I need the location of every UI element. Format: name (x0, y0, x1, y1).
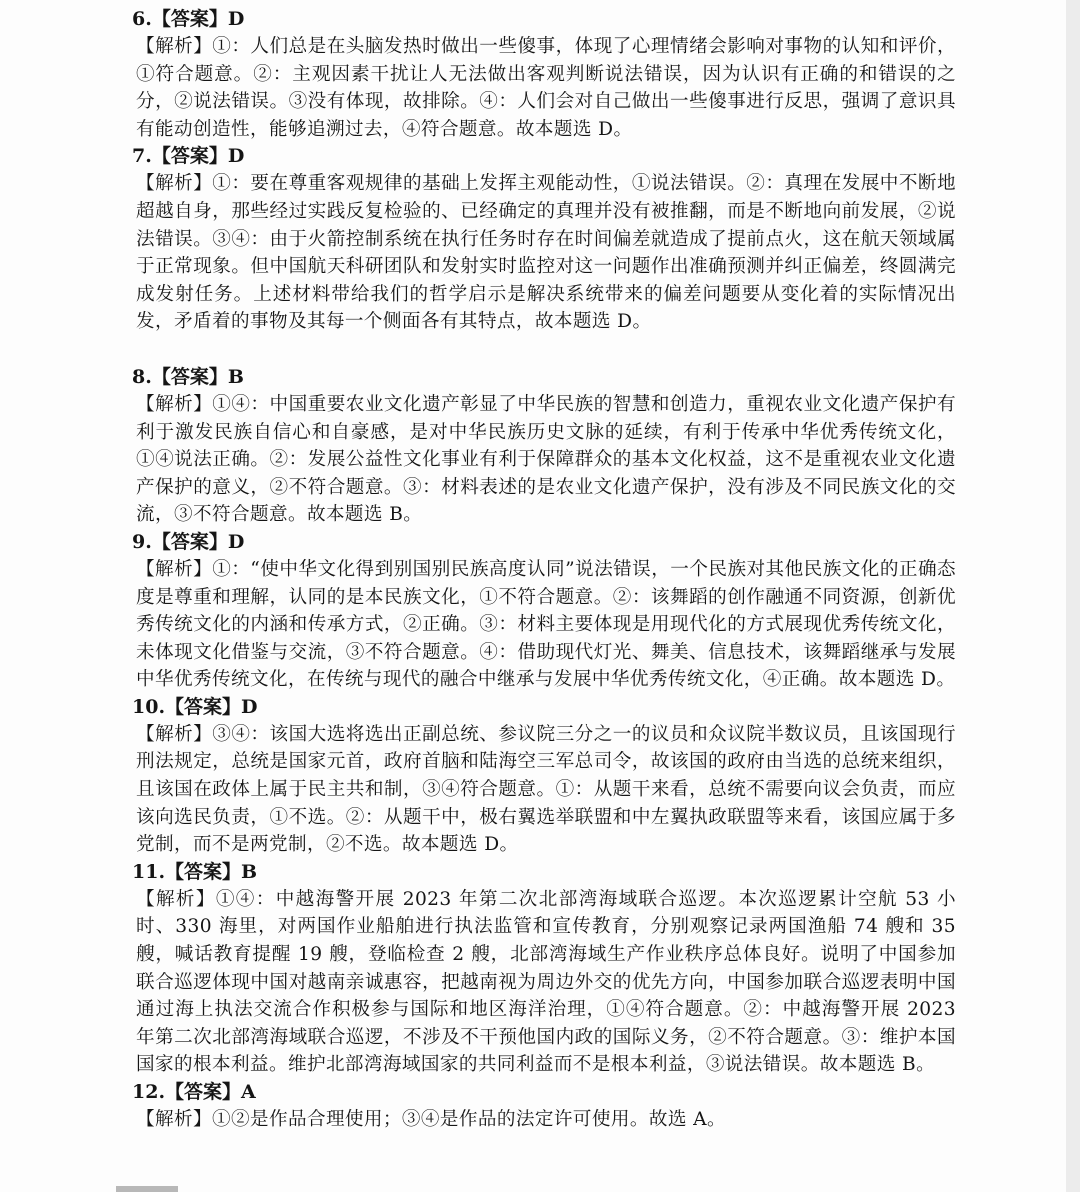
question-7 (116, 143, 956, 336)
section-gap (116, 336, 956, 364)
analysis-text: 【解析】③④：该国大选将选出正副总统、参议院三分之一的议员和众议院半数议员，且该国现行刑法规定，总统是国家元首，政府首脑和陆海空三军总司令，故该国的政府由当选的总统来组织，且该国在政体上属于民主共和制，③④符合题意。①：从题干来看，总统不需要向议会负责，而应该向选民负责，①不选。②：从题干中，极右翼选举联盟和中左翼执政联盟等来看，该国应属于多党制，而不是两党制，②不选。故本题选 D。 (136, 723, 956, 856)
answer-key-content (116, 6, 956, 1134)
answer-label: 9.【答案】D (132, 530, 245, 553)
answer-label: 11.【答案】B (132, 860, 258, 883)
answer-label: 6.【答案】D (132, 8, 245, 30)
answer-label: 10.【答案】D (132, 695, 258, 718)
analysis-text: 【解析】①④：中越海警开展 2023 年第二次北部湾海域联合巡逻。本次巡逻累计空航 53 小时、330 海里，对两国作业船舶进行执法监管和宣传教育，分别观察记录两国渔船 74 艘和 35 艘，喊话教育提醒 19 艘，登临检查 2 艘，北部湾海域生产作业秩序总体良好。说明了中国参加联合巡逻体现中国对越南亲诚惠容，把越南视为周边外交的优先方向，中国参加联合巡逻表明中国通过海上执法交流合作积极参与国际和地区海洋治理，①④符合题意。②：中越海警开展 2023 年第二次北部湾海域联合巡逻，不涉及不干预他国内政的国际义务，②不符合题意。③：维护本国国家的根本利益。维护北部湾海域国家的共同利益而不是根本利益，③说法错误。故本题选 B。 (136, 888, 956, 1076)
question-9 (116, 529, 956, 694)
question-6 (116, 6, 956, 143)
question-12 (116, 1079, 956, 1134)
analysis-text: 【解析】①：要在尊重客观规律的基础上发挥主观能动性，①说法错误。②：真理在发展中不断地超越自身，那些经过实践反复检验的、已经确定的真理并没有被推翻，而是不断地向前发展，②说法错误。③④：由于火箭控制系统在执行任务时存在时间偏差就造成了提前点火，这在航天领域属于正常现象。但中国航天科研团队和发射实时监控对这一问题作出准确预测并纠正偏差，终圆满完成发射任务。上述材料带给我们的哲学启示是解决系统带来的偏差问题要从变化着的实际情况出发，矛盾着的事物及其每一个侧面各有其特点，故本题选 D。 (136, 173, 956, 333)
answer-label: 7.【答案】D (132, 145, 245, 168)
question-8 (116, 364, 956, 529)
analysis-text: 【解析】①④：中国重要农业文化遗产彰显了中华民族的智慧和创造力，重视农业文化遗产保护有利于激发民族自信心和自豪感，是对中华民族历史文脉的延续，有利于传承中华优秀传统文化，①④说法正确。②：发展公益性文化事业有利于保障群众的基本文化权益，这不是重视农业文化遗产保护的意义，②不符合题意。③：材料表述的是农业文化遗产保护，没有涉及不同民族文化的交流，③不符合题意。故本题选 B。 (136, 393, 956, 526)
question-11 (116, 859, 956, 1079)
question-10 (116, 694, 956, 859)
answer-label: 12.【答案】A (132, 1081, 256, 1103)
answer-label: 8.【答案】B (132, 365, 244, 388)
analysis-text: 【解析】①：人们总是在头脑发热时做出一些傻事，体现了心理情绪会影响对事物的认知和评价，①符合题意。②：主观因素干扰让人无法做出客观判断说法错误，因为认识有正确的和错误的之分，②说法错误。③没有体现，故排除。④：人们会对自己做出一些傻事进行反思，强调了意识具有能动创造性，能够追溯过去，④符合题意。故本题选 D。 (136, 36, 956, 140)
analysis-text: 【解析】①②是作品合理使用；③④是作品的法定许可使用。故选 A。 (136, 1109, 726, 1130)
scroll-indicator (116, 1186, 178, 1192)
analysis-text: 【解析】①：“使中华文化得到别国别民族高度认同”说法错误，一个民族对其他民族文化的正确态度是尊重和理解，认同的是本民族文化，①不符合题意。②：该舞蹈的创作融通不同资源，创新优秀传统文化的内涵和传承方式，②正确。③：材料主要体现是用现代化的方式展现优秀传统文化，未体现文化借鉴与交流，③不符合题意。④：借助现代灯光、舞美、信息技术，该舞蹈继承与发展中华优秀传统文化，在传统与现代的融合中继承与发展中华优秀传统文化，④正确。故本题选 D。 (136, 558, 956, 691)
